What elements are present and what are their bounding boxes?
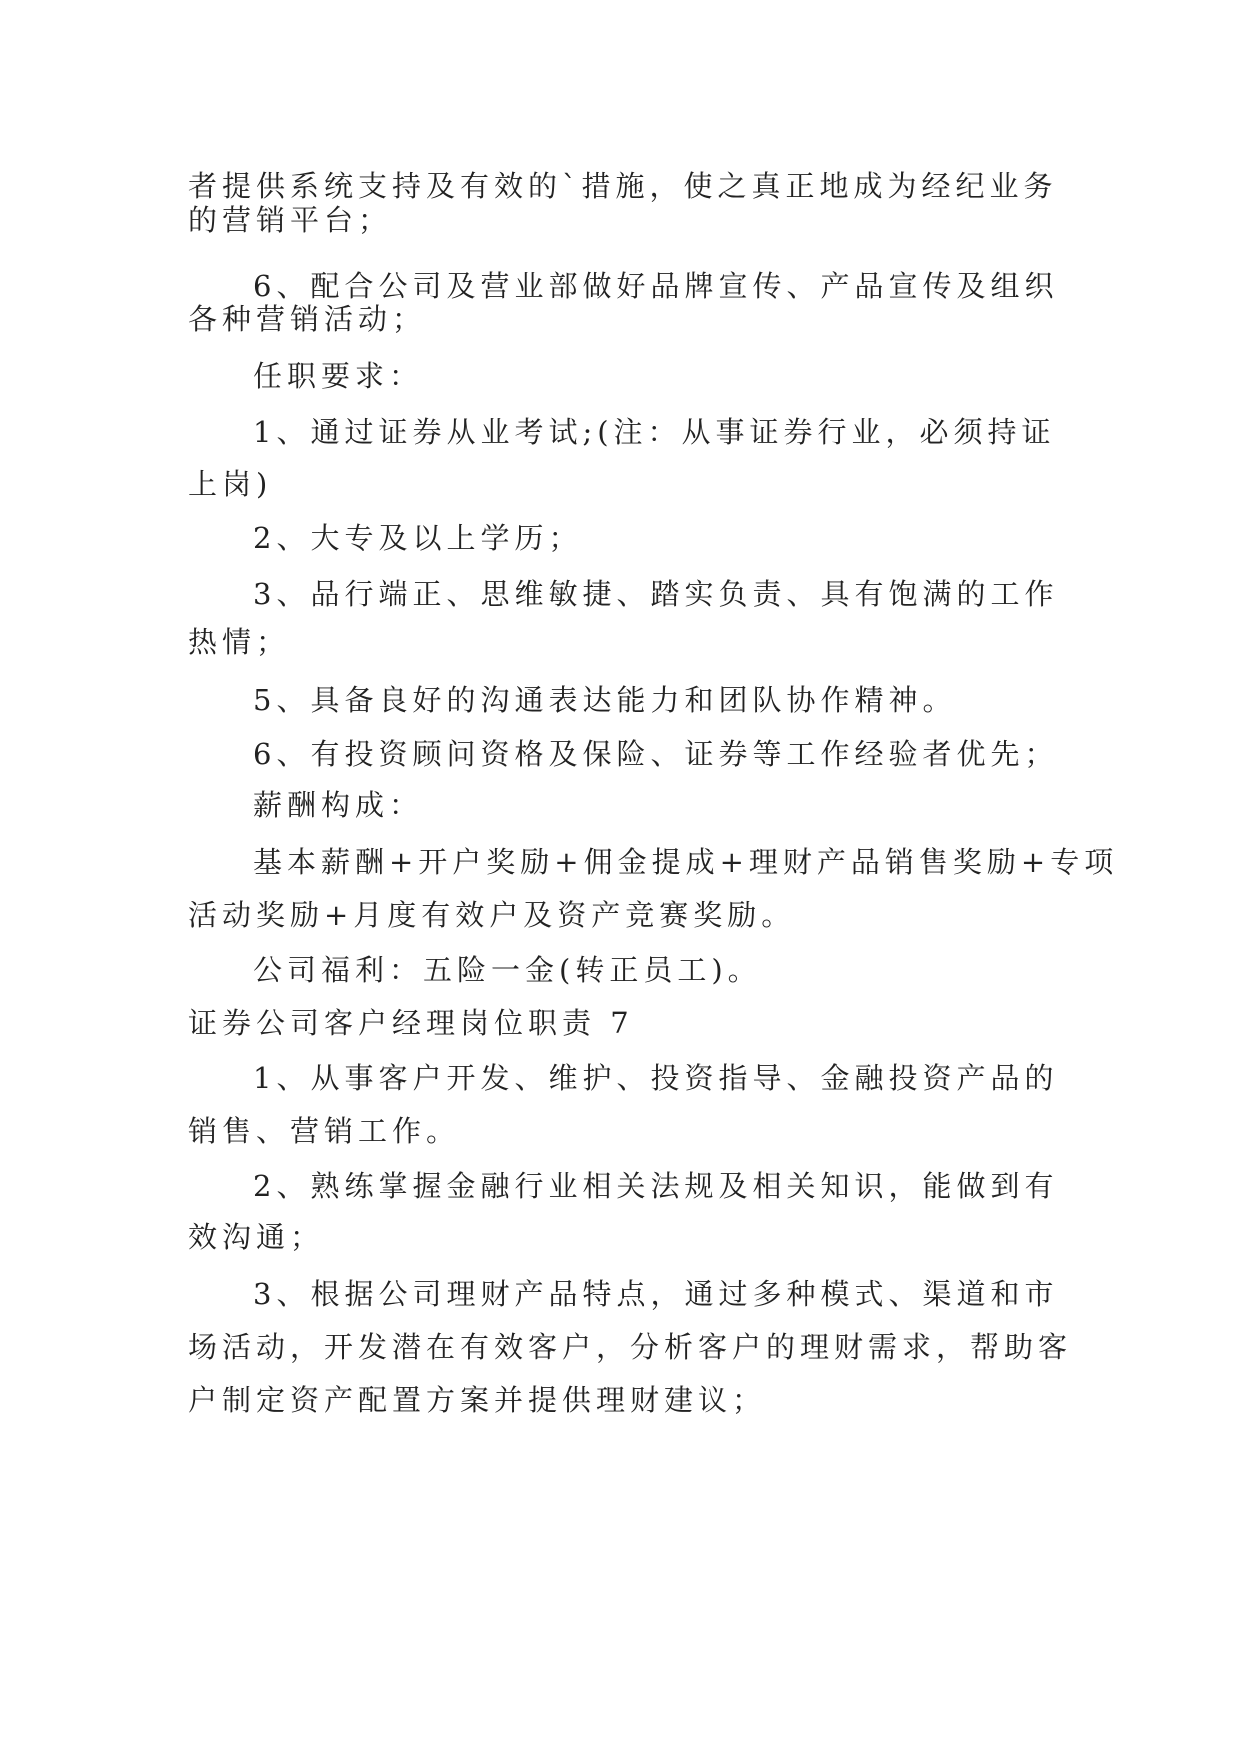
text-line: 5、具备良好的沟通表达能力和团队协作精神。 [253, 683, 957, 717]
text-line: 上岗) [188, 467, 273, 501]
text-line: 1、从事客户开发、维护、投资指导、金融投资产品的 [253, 1061, 1059, 1095]
text-line: 3、品行端正、思维敏捷、踏实负责、具有饱满的工作 [253, 577, 1059, 611]
text-line: 的营销平台； [188, 203, 393, 237]
text-line: 场活动，开发潜在有效客户，分析客户的理财需求，帮助客 [188, 1330, 1073, 1364]
text-line: 公司福利：五险一金(转正员工)。 [253, 953, 762, 987]
section-heading: 任职要求： [253, 359, 424, 393]
text-line: 1、通过证券从业考试;(注：从事证券行业，必须持证 [253, 415, 1056, 449]
text-line: 户制定资产配置方案并提供理财建议； [188, 1383, 767, 1417]
text-line: 2、大专及以上学历； [253, 521, 583, 555]
text-line: 2、熟练掌握金融行业相关法规及相关知识，能做到有 [253, 1169, 1059, 1203]
text-line: 6、有投资顾问资格及保险、证券等工作经验者优先； [253, 737, 1059, 771]
text-line: 者提供系统支持及有效的`措施，使之真正地成为经纪业务 [188, 169, 1058, 203]
text-line: 热情； [188, 625, 291, 659]
text-line: 基本薪酬+开户奖励+佣金提成+理财产品销售奖励+专项 [253, 845, 1119, 879]
text-line: 效沟通； [188, 1220, 325, 1254]
text-line: 各种营销活动； [188, 302, 427, 336]
text-line: 6、配合公司及营业部做好品牌宣传、产品宣传及组织 [253, 269, 1059, 303]
section-title: 证券公司客户经理岗位职责 7 [188, 1006, 634, 1040]
section-heading: 薪酬构成： [253, 788, 424, 822]
text-line: 销售、营销工作。 [188, 1114, 461, 1148]
text-line: 3、根据公司理财产品特点，通过多种模式、渠道和市 [253, 1277, 1059, 1311]
text-line: 活动奖励+月度有效户及资产竞赛奖励。 [188, 898, 796, 932]
